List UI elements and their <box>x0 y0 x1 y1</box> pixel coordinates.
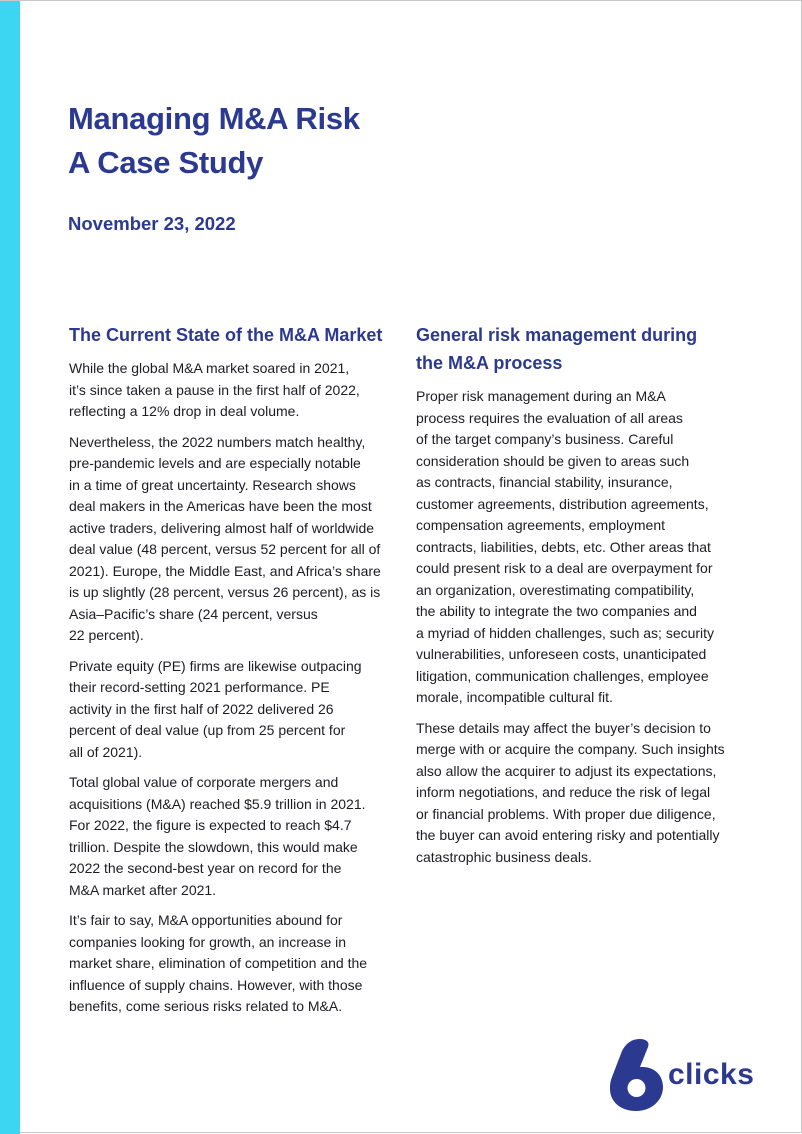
text-line: activity in the first half of 2022 delivered 26 <box>69 700 334 717</box>
text-line: 2021). Europe, the Middle East, and Africa’s share <box>69 562 381 579</box>
text-line: benefits, come serious risks related to M&A. <box>69 998 343 1014</box>
text-line: trillion. Despite the slowdown, this would make <box>69 838 358 855</box>
text-line: in a time of great uncertainty. Research shows <box>69 476 356 493</box>
text-line: catastrophic business deals. <box>416 848 592 865</box>
document-title <box>68 97 360 185</box>
document-title-line-2: A Case Study <box>68 145 264 180</box>
text-line: vulnerabilities, unforeseen costs, unanticipated <box>416 646 707 662</box>
text-line: acquisitions (M&A) reached $5.9 trillion in 2021. <box>69 795 366 812</box>
text-line: it’s since taken a pause in the first half of 2022, <box>69 381 360 398</box>
right-column <box>416 321 734 877</box>
text-line: their record-setting 2021 performance. PE <box>69 679 330 695</box>
text-line: Private equity (PE) firms are likewise outpacing <box>69 657 362 674</box>
text-line: Proper risk management during an M&A <box>416 388 666 404</box>
text-line: as contracts, financial stability, insurance, <box>416 474 673 490</box>
text-line: 22 percent). <box>69 627 144 643</box>
text-line: deal value (48 percent, versus 52 percent for all of <box>69 541 381 557</box>
text-line: Total global value of corporate mergers and <box>69 774 339 790</box>
text-line: reflecting a 12% drop in deal volume. <box>69 403 300 419</box>
text-line: the buyer can avoid entering risky and potentially <box>416 827 720 843</box>
six-clicks-logo <box>610 1037 760 1111</box>
right-section-heading-line-1: General risk management during <box>416 325 698 345</box>
text-line: influence of supply chains. However, with those <box>69 976 363 993</box>
text-line: the ability to integrate the two companies and <box>416 603 697 619</box>
text-line: also allow the acquirer to adjust its expectations, <box>416 762 717 779</box>
text-line: percent of deal value (up from 25 percent for <box>69 722 346 738</box>
text-line: companies looking for growth, an increase in <box>69 933 347 950</box>
text-line: morale, incompatible cultural fit. <box>416 689 613 705</box>
text-line: Nevertheless, the 2022 numbers match healthy, <box>69 433 366 450</box>
text-line: of the target company’s business. Careful <box>416 431 674 447</box>
text-line: customer agreements, distribution agreements, <box>416 495 709 512</box>
text-line: a myriad of hidden challenges, such as; security <box>416 624 715 641</box>
text-line: contracts, liabilities, debts, etc. Other areas that <box>416 538 711 555</box>
accent-bar <box>0 1 20 1134</box>
text-line: is up slightly (28 percent, versus 26 percent), as is <box>69 584 381 600</box>
six-clicks-logo-icon <box>610 1037 666 1111</box>
text-line: litigation, communication challenges, employee <box>416 667 709 684</box>
text-line: active traders, delivering almost half of worldwide <box>69 519 375 536</box>
text-line: merge with or acquire the company. Such insights <box>416 741 725 757</box>
left-section-paragraph <box>69 656 387 764</box>
text-line: market share, elimination of competition and the <box>69 955 368 971</box>
text-line: all of 2021). <box>69 743 143 760</box>
text-line: For 2022, the figure is expected to reach $4.7 <box>69 817 352 833</box>
text-line: pre-pandemic levels and are especially notable <box>69 455 361 471</box>
text-line: While the global M&A market soared in 2021, <box>69 360 350 376</box>
document-title-line-1: Managing M&A Risk <box>68 101 360 136</box>
text-line: These details may affect the buyer’s decision to <box>416 719 711 736</box>
text-line: compensation agreements, employment <box>416 517 666 533</box>
text-line: 2022 the second-best year on record for the <box>69 860 342 876</box>
left-section-paragraph <box>69 772 387 901</box>
text-line: or financial problems. With proper due diligence, <box>416 805 716 822</box>
text-line: an organization, overestimating compatibility, <box>416 581 695 598</box>
right-section-body <box>416 386 734 868</box>
left-section-paragraph <box>69 910 387 1018</box>
text-line: Asia–Pacific’s share (24 percent, versus <box>69 605 318 622</box>
left-section-paragraph <box>69 432 387 647</box>
text-line: consideration should be given to areas such <box>416 452 690 469</box>
text-line: process requires the evaluation of all areas <box>416 409 683 426</box>
text-line: inform negotiations, and reduce the risk of legal <box>416 784 711 800</box>
right-section-heading-line-2: the M&A process <box>416 353 563 373</box>
text-line: deal makers in the Americas have been the most <box>69 498 372 514</box>
right-section-paragraph <box>416 718 734 869</box>
left-column <box>69 321 387 1027</box>
left-section-heading: The Current State of the M&A Market <box>69 325 383 345</box>
text-line: could present risk to a deal are overpayment for <box>416 560 713 576</box>
right-section-paragraph <box>416 386 734 709</box>
text-line: It’s fair to say, M&A opportunities abound for <box>69 912 343 928</box>
text-line: M&A market after 2021. <box>69 881 217 898</box>
left-section-paragraph <box>69 358 387 423</box>
publication-date: November 23, 2022 <box>68 213 236 234</box>
left-section-body <box>69 358 387 1018</box>
logo-wordmark: clicks <box>668 1058 755 1091</box>
right-section-heading <box>416 321 734 377</box>
